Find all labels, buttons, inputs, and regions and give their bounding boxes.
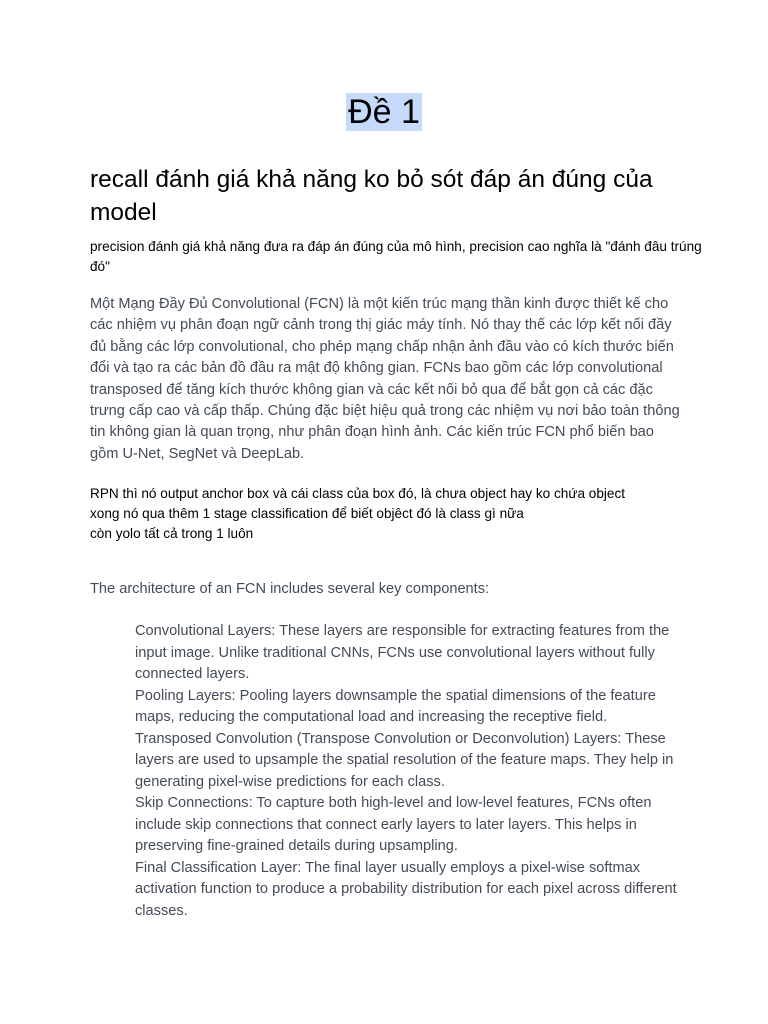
rpn-notes	[90, 484, 690, 543]
document-title-container	[0, 90, 768, 134]
precision-note: precision đánh giá khả năng đưa ra đáp án đúng của mô hình, precision cao nghĩa là "đánh đâu trúng đó"	[90, 239, 702, 274]
rpn-line: xong nó qua thêm 1 stage classification để biết objêct đó là class gì nữa	[90, 505, 524, 521]
component-item: Skip Connections: To capture both high-level and low-level features, FCNs often include skip connections that connect early layers to later layers. This helps in preserving fine-grained details during upsampling.	[135, 795, 652, 854]
component-item: Convolutional Layers: These layers are responsible for extracting features from the input image. Unlike traditional CNNs, FCNs use convolutional layers without fully connected layers.	[135, 623, 670, 682]
component-item: Transposed Convolution (Transpose Convolution or Deconvolution) Layers: These layers are used to upsample the spatial resolution of the feature maps. They help in generating pixel-wise predictions for each class.	[135, 730, 674, 790]
recall-heading: recall đánh giá khả năng ko bỏ sót đáp án đúng của model	[90, 166, 653, 226]
architecture-intro: The architecture of an FCN includes several key components:	[90, 581, 490, 597]
component-item: Pooling Layers: Pooling layers downsample the spatial dimensions of the feature maps, reducing the computational load and increasing the receptive field.	[135, 687, 656, 725]
rpn-line: RPN thì nó output anchor box và cái class của box đó, là chưa object hay ko chứa object	[90, 486, 626, 501]
document-title[interactable]: Đề 1	[348, 93, 420, 131]
component-item: Final Classification Layer: The final layer usually employs a pixel-wise softmax activation function to produce a probability distribution for each pixel across different classes.	[135, 859, 677, 919]
rpn-line: còn yolo tất cả trong 1 luôn	[90, 525, 254, 541]
fcn-paragraph: Một Mạng Đầy Đủ Convolutional (FCN) là một kiến trúc mạng thần kinh được thiết kế cho các nhiệm vụ phân đoạn ngữ cảnh trong thị giác máy tính. Nó thay thế các lớp kết nối đầy đủ bằng các lớp convolutional, cho phép mạng chấp nhận ảnh đầu vào có kích thước biến đổi và tạo ra các bản đồ đầu ra mật độ không gian. FCNs bao gồm các lớp convolutional transposed để tăng kích thước không gian và các kết nối bỏ qua để bắt gọn cả các đặc trưng cấp cao và cấp thấp. Chúng đặc biệt hiệu quả trong các nhiệm vụ nơi bảo toàn thông tin không gian là quan trọng, như phân đoạn hình ảnh. Các kiến trúc FCN phổ biến bao gồm U-Net, SegNet và DeepLab.	[90, 296, 680, 462]
components-list	[135, 621, 680, 922]
